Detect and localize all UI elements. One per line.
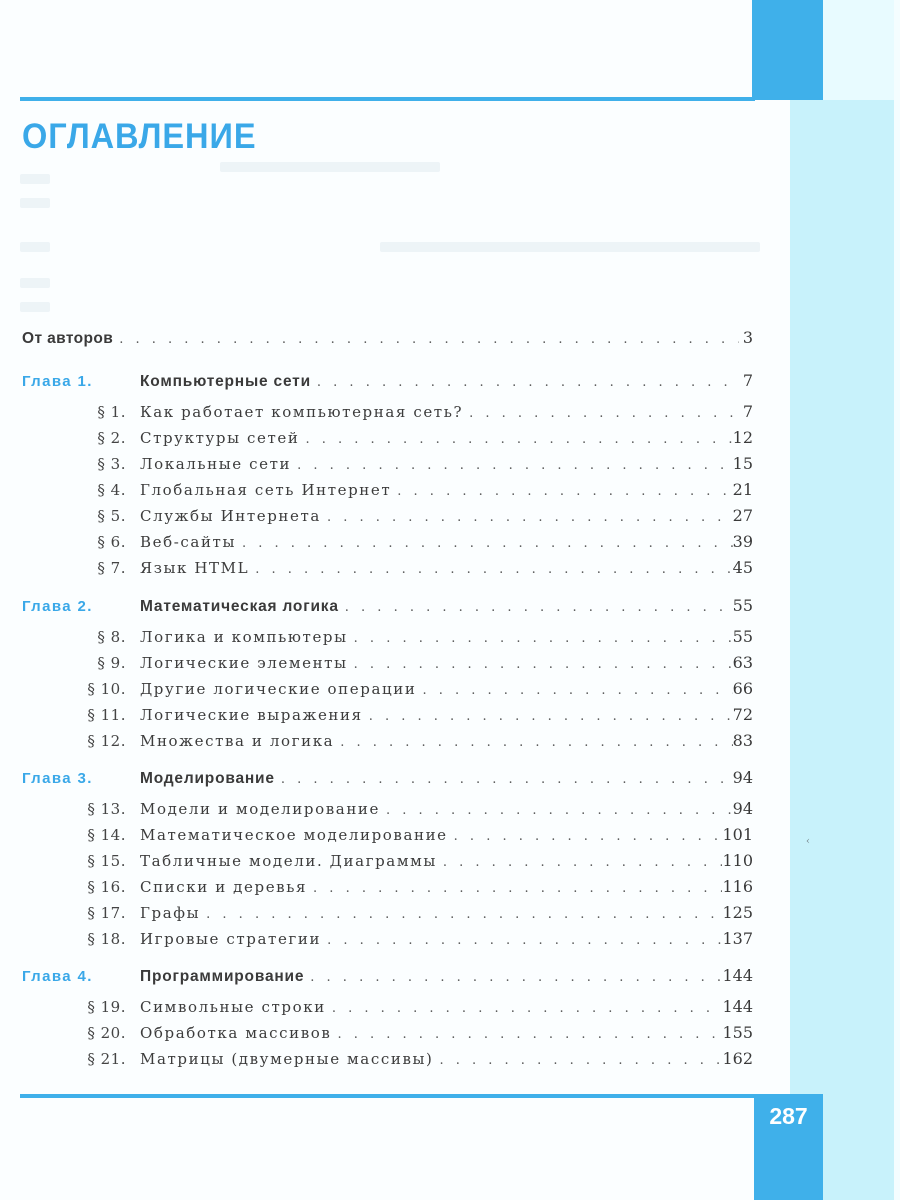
section-number: § 10. (87, 680, 126, 698)
toc-chapter-4[interactable] (22, 966, 753, 990)
toc-section-8[interactable] (22, 627, 753, 651)
section-number: § 17. (87, 904, 126, 922)
section-label: Математическое моделирование (140, 826, 448, 844)
section-label: Службы Интернета (140, 507, 321, 525)
page-title: ОГЛАВЛЕНИЕ (22, 117, 257, 156)
section-page: 66 (732, 679, 753, 698)
section-number: § 2. (97, 429, 126, 447)
toc-section-2[interactable] (22, 428, 753, 452)
section-number: § 13. (87, 800, 126, 818)
toc-section-21[interactable] (22, 1049, 753, 1073)
toc-section-18[interactable] (22, 929, 753, 953)
section-number: § 21. (87, 1050, 126, 1068)
chapter-page: 7 (742, 371, 753, 390)
section-number: § 4. (97, 481, 126, 499)
leader-dots (326, 1001, 723, 1016)
section-number: § 11. (87, 706, 126, 724)
leader-dots (334, 735, 732, 750)
chapter-number: Глава 2. (22, 598, 93, 615)
section-number: § 16. (87, 878, 126, 896)
toc-section-17[interactable] (22, 903, 753, 927)
section-number: § 7. (97, 559, 126, 577)
leader-dots (321, 510, 733, 525)
section-page: 15 (732, 454, 753, 473)
section-page: 94 (732, 799, 753, 818)
chapter-label: Программирование (140, 968, 305, 985)
leader-dots (391, 484, 732, 499)
leader-dots (200, 907, 722, 922)
leader-dots (321, 933, 722, 948)
toc-section-11[interactable] (22, 705, 753, 729)
toc-section-9[interactable] (22, 653, 753, 677)
leader-dots (339, 600, 733, 615)
section-page: 83 (732, 731, 753, 750)
entry-label: От авторов (22, 330, 114, 347)
section-number: § 12. (87, 732, 126, 750)
section-label: Обработка массивов (140, 1024, 332, 1042)
chapter-label: Компьютерные сети (140, 373, 311, 390)
chapter-page: 94 (732, 768, 753, 787)
leader-dots (416, 683, 732, 698)
section-number: § 15. (87, 852, 126, 870)
chapter-number: Глава 3. (22, 770, 93, 787)
section-label: Множества и логика (140, 732, 335, 750)
section-number: § 20. (87, 1024, 126, 1042)
leader-dots (307, 881, 722, 896)
page-number: 287 (769, 1103, 808, 1129)
toc-section-7[interactable] (22, 558, 753, 582)
leader-dots (348, 657, 733, 672)
section-page: 55 (732, 627, 753, 646)
section-label: Логические элементы (140, 654, 348, 672)
leader-dots (433, 1053, 722, 1068)
chapter-label: Математическая логика (140, 598, 339, 615)
section-page: 21 (732, 480, 753, 499)
toc-section-3[interactable] (22, 454, 753, 478)
section-page: 12 (732, 428, 753, 447)
toc-section-19[interactable] (22, 997, 753, 1021)
section-page: 63 (732, 653, 753, 672)
toc-section-12[interactable] (22, 731, 753, 755)
leader-dots (291, 458, 733, 473)
toc-section-20[interactable] (22, 1023, 753, 1047)
toc-section-13[interactable] (22, 799, 753, 823)
section-number: § 6. (97, 533, 126, 551)
toc-chapter-2[interactable] (22, 596, 753, 620)
section-label: Глобальная сеть Интернет (140, 481, 392, 499)
leader-dots (249, 562, 732, 577)
leader-dots (331, 1027, 722, 1042)
leader-dots (275, 772, 733, 787)
chapter-number: Глава 4. (22, 968, 93, 985)
leader-dots (448, 829, 723, 844)
section-label: Язык HTML (140, 559, 250, 577)
section-number: § 3. (97, 455, 126, 473)
section-number: § 1. (97, 403, 126, 421)
toc-section-10[interactable] (22, 679, 753, 703)
section-label: Символьные строки (140, 998, 326, 1016)
toc-section-16[interactable] (22, 877, 753, 901)
section-number: § 14. (87, 826, 126, 844)
section-label: Графы (140, 904, 201, 922)
section-page: 155 (722, 1023, 753, 1042)
section-page: 27 (732, 506, 753, 525)
section-label: Как работает компьютерная сеть? (140, 403, 464, 421)
section-label: Модели и моделирование (140, 800, 380, 818)
section-label: Табличные модели. Диаграммы (140, 852, 437, 870)
toc-section-4[interactable] (22, 480, 753, 504)
section-page: 110 (722, 851, 753, 870)
toc-chapter-1[interactable] (22, 371, 753, 395)
section-number: § 19. (87, 998, 126, 1016)
chapter-label: Моделирование (140, 770, 275, 787)
section-page: 7 (742, 402, 753, 421)
section-page: 144 (722, 997, 753, 1016)
leader-dots (463, 406, 739, 421)
section-page: 45 (732, 558, 753, 577)
section-label: Веб-сайты (140, 533, 236, 551)
chapter-page: 144 (722, 966, 753, 985)
section-number: § 18. (87, 930, 126, 948)
leader-dots (299, 432, 732, 447)
leader-dots (236, 536, 733, 551)
section-page: 162 (722, 1049, 753, 1068)
section-label: Другие логические операции (140, 680, 417, 698)
section-label: Списки и деревья (140, 878, 308, 896)
entry-page: 3 (742, 328, 753, 347)
bottom-rule (20, 1094, 755, 1098)
toc-section-1[interactable] (22, 402, 753, 426)
section-number: § 8. (97, 628, 126, 646)
leader-dots (113, 332, 739, 347)
section-page: 101 (722, 825, 753, 844)
leader-dots (363, 709, 733, 724)
toc-entry-intro[interactable] (22, 328, 753, 352)
leader-dots (437, 855, 723, 870)
toc-section-5[interactable] (22, 506, 753, 530)
toc-chapter-3[interactable] (22, 768, 753, 792)
chapter-number: Глава 1. (22, 373, 93, 390)
section-label: Логика и компьютеры (140, 628, 348, 646)
section-label: Структуры сетей (140, 429, 300, 447)
section-page: 116 (722, 877, 753, 896)
toc-section-14[interactable] (22, 825, 753, 849)
section-page: 72 (732, 705, 753, 724)
section-number: § 9. (97, 654, 126, 672)
chapter-page: 55 (732, 596, 753, 615)
scan-speck: ‹ (806, 836, 810, 847)
section-label: Игровые стратегии (140, 930, 322, 948)
toc-section-15[interactable] (22, 851, 753, 875)
section-number: § 5. (97, 507, 126, 525)
section-page: 125 (722, 903, 753, 922)
leader-dots (304, 970, 722, 985)
section-page: 39 (732, 532, 753, 551)
toc-section-6[interactable] (22, 532, 753, 556)
section-label: Логические выражения (140, 706, 363, 724)
leader-dots (380, 803, 733, 818)
section-page: 137 (722, 929, 753, 948)
section-label: Матрицы (двумерные массивы) (140, 1050, 434, 1068)
leader-dots (348, 631, 733, 646)
section-label: Локальные сети (140, 455, 292, 473)
leader-dots (311, 375, 739, 390)
